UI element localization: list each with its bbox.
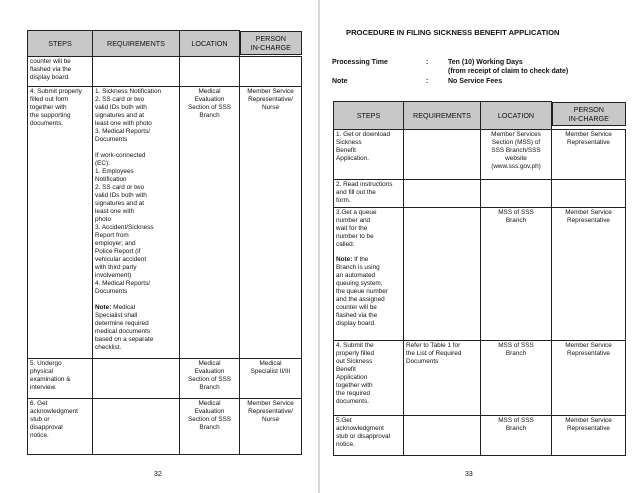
header-location: LOCATION xyxy=(481,102,552,130)
left-page xyxy=(0,0,318,493)
left-procedure-table xyxy=(27,30,302,455)
note-text: Medical Specialist shall determine required medical documents based on a separate checklist. xyxy=(95,304,154,351)
page-title: PROCEDURE IN FILING SICKNESS BENEFIT APPLICATION xyxy=(346,28,560,37)
step-cell: 4. Submit properly filled out form together with the supporting documents. xyxy=(30,88,82,127)
table-row xyxy=(28,87,302,359)
note-value: No Service Fees xyxy=(448,78,503,85)
table-row xyxy=(28,57,302,87)
note-label: Note: xyxy=(95,304,112,311)
person-cell: Member Service Representative/ Nurse xyxy=(247,400,294,423)
header-person-in-charge: PERSON IN-CHARGE xyxy=(552,102,626,126)
requirements-note xyxy=(95,304,177,352)
person-cell: Member Service Representative xyxy=(565,417,612,432)
step-cell: 4. Submit the properly filled out Sickness Benefit Application together with the required documents. xyxy=(336,342,375,405)
note-label: Note xyxy=(332,78,348,85)
table-header-row xyxy=(28,31,302,57)
table-row xyxy=(334,416,626,456)
person-cell: Medical Specialist II/III xyxy=(250,360,291,375)
note-label: Note: xyxy=(336,256,353,263)
location-cell: MSS of SSS Branch xyxy=(498,417,534,432)
note-separator: : xyxy=(426,78,429,85)
location-cell: Member Services Section (MSS) of SSS Branch/SSS website (www.sss.gov.ph) xyxy=(491,131,541,170)
person-cell: Member Service Representative xyxy=(565,131,612,146)
header-steps: STEPS xyxy=(28,31,93,57)
step-cell: 3.Get a queue number and wait for the number to be called. xyxy=(336,209,377,248)
table-row xyxy=(334,341,626,416)
processing-time-detail: (from receipt of claim to check date) xyxy=(448,68,569,75)
location-cell: MSS of SSS Branch xyxy=(498,209,534,224)
step-cell: 1. Get or download Sickness Benefit Application. xyxy=(336,131,390,162)
header-steps: STEPS xyxy=(334,102,404,130)
step-note xyxy=(336,256,401,328)
page-number: 33 xyxy=(465,471,473,478)
processing-time-separator: : xyxy=(426,59,429,66)
requirements-cell: Refer to Table 1 for the List of Required Documents xyxy=(406,342,462,365)
location-cell: Medical Evaluation Section of SSS Branch xyxy=(188,400,231,431)
person-cell: Member Service Representative xyxy=(565,342,612,357)
table-row xyxy=(334,208,626,341)
location-cell: Medical Evaluation Section of SSS Branch xyxy=(188,88,231,119)
table-row xyxy=(334,130,626,180)
person-cell: Member Service Representative xyxy=(565,209,612,224)
step-cell: 5.Get acknowledgment stub or disapproval notice. xyxy=(336,417,390,448)
header-requirements: REQUIREMENTS xyxy=(93,31,180,57)
step-cell: 6. Get acknowledgment stub or disapproval notice. xyxy=(30,400,78,439)
requirements-cell: 1. Sickness Notification 2. SS card or two valid IDs both with signatures and at least one with photo 3. Medical Reports/ Documents If work-connected (EC): 1. Employees Notification 2. SS card or two valid IDs both with signatures and at least one with photo 3. Accident/Sickness Report from employer; and Police Report (if vehicular accident with third party involvement) 4. Medical Reports/ Documents xyxy=(95,88,162,295)
step-cell: 5. Undergo physical examination & interview. xyxy=(30,360,71,391)
location-cell: MSS of SSS Branch xyxy=(498,342,534,357)
header-person-in-charge: PERSON IN-CHARGE xyxy=(240,31,302,55)
right-page xyxy=(320,0,638,493)
processing-time-value xyxy=(448,58,568,76)
header-requirements: REQUIREMENTS xyxy=(404,102,481,130)
header-location: LOCATION xyxy=(180,31,240,57)
table-row xyxy=(334,180,626,208)
right-procedure-table xyxy=(333,101,626,456)
table-row xyxy=(28,359,302,399)
page-number: 32 xyxy=(154,471,162,478)
processing-time-label: Processing Time xyxy=(332,59,388,66)
step-cell: 2. Read instructions and fill out the form. xyxy=(336,181,393,204)
step-cell: counter will be flashed via the display board. xyxy=(30,58,72,81)
person-cell: Member Service Representative/ Nurse xyxy=(247,88,294,111)
note-text: If the Branch is using an automated queuing system, the queue number and the assigned counter will be flashed via the display board. xyxy=(336,256,388,327)
table-header-row xyxy=(334,102,626,130)
processing-time-days: Ten (10) Working Days xyxy=(448,59,523,66)
table-row xyxy=(28,399,302,455)
location-cell: Medical Evaluation Section of SSS Branch xyxy=(188,360,231,391)
